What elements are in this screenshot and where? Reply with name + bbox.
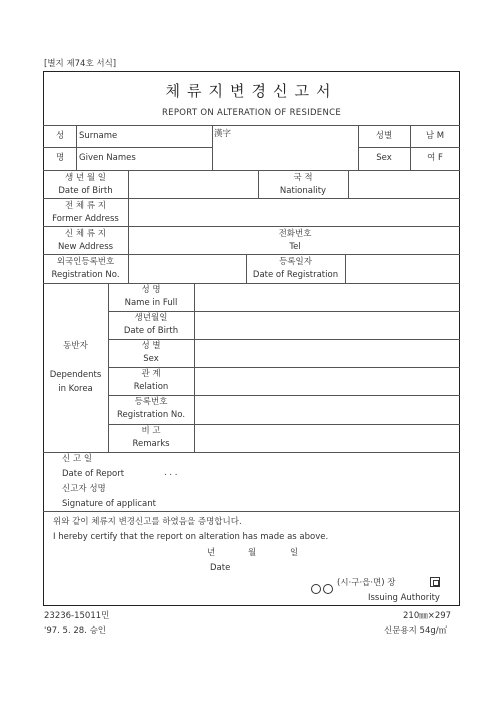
dependent-remarks-label-en: Remarks <box>132 439 170 449</box>
footer-approval-date: '97. 5. 28. 승인 <box>44 626 107 636</box>
applicant-signature-label-en: Signature of applicant <box>62 499 156 509</box>
dependents-label-en-2: in Korea <box>58 384 93 394</box>
issuing-authority-label-en: Issuing Authority <box>368 593 440 603</box>
registration-no-label-en: Registration No. <box>51 270 120 280</box>
row-line <box>108 395 460 396</box>
sex-female-option[interactable]: 여 F <box>427 153 443 163</box>
col-line <box>194 283 195 452</box>
footer-form-code: 23236-15011민 <box>44 611 110 621</box>
col-line <box>76 125 77 170</box>
dob-label-en: Date of Birth <box>58 186 113 196</box>
dependent-dob-label-en: Date of Birth <box>123 326 179 336</box>
new-address-label-ko: 신 체 류 지 <box>65 229 106 239</box>
applicant-signature-field[interactable] <box>170 485 370 507</box>
dependent-sex-label-ko: 성 별 <box>141 341 161 351</box>
applicant-name-label-ko: 신고자 성명 <box>62 484 106 494</box>
row-line <box>43 452 460 453</box>
registration-no-label-ko: 외국인등록번호 <box>56 257 115 267</box>
issuing-authority-label-ko: (시·구·읍·면) 장 <box>337 578 396 588</box>
row-line <box>108 367 460 368</box>
dependent-registration-field[interactable] <box>196 397 458 422</box>
certify-year-label: 년 <box>207 548 216 558</box>
col-line <box>348 170 349 198</box>
dependent-remarks-label-ko: 비 고 <box>141 426 161 436</box>
footer-paper-size: 210㎜×297 <box>403 611 452 621</box>
date-of-registration-field[interactable] <box>347 256 458 281</box>
dependent-name-field[interactable] <box>196 285 458 309</box>
dependent-relation-field[interactable] <box>196 369 458 393</box>
col-line <box>212 125 213 170</box>
certify-text-ko: 위와 같이 체류지 변경신고를 하였음을 증명합니다. <box>53 517 242 527</box>
sex-label-en: Sex <box>376 153 392 163</box>
dob-label-ko: 생 년 월 일 <box>65 173 106 183</box>
report-date-field[interactable]: . . . <box>164 468 178 478</box>
dependent-registration-label-ko: 등록번호 <box>134 397 168 407</box>
dependent-sex-field[interactable] <box>196 341 458 365</box>
dependent-dob-label-ko: 생년월일 <box>134 313 168 323</box>
phone-label-ko: 전화번호 <box>278 229 312 239</box>
form-subtitle: REPORT ON ALTERATION OF RESIDENCE <box>161 108 342 118</box>
official-seal-icon <box>430 577 440 587</box>
form-title: 체류지변경신고서 <box>165 82 338 100</box>
registration-no-field[interactable] <box>130 256 244 281</box>
dependent-remarks-field[interactable] <box>196 426 458 450</box>
certify-date-label-en: Date <box>210 563 231 573</box>
footer-paper-weight: 신문용지 54g/㎡ <box>384 626 448 636</box>
blank-circle-icon <box>323 578 333 597</box>
certify-day-label: 일 <box>290 548 299 558</box>
col-line <box>128 198 129 226</box>
row-line <box>43 226 460 227</box>
dependent-name-label-ko: 성 명 <box>141 285 161 295</box>
row-line <box>43 254 460 255</box>
report-date-label-ko: 신 고 일 <box>62 454 93 464</box>
row-line <box>43 147 212 148</box>
new-address-field[interactable] <box>130 228 458 252</box>
hanja-label: 漢字 <box>214 129 232 139</box>
form-number: [별지 제74호 서식] <box>44 59 117 69</box>
former-address-field[interactable] <box>130 200 458 224</box>
dependent-sex-label-en: Sex <box>143 354 159 364</box>
date-of-registration-label-ko: 등록일자 <box>279 257 312 267</box>
row-line <box>43 170 460 171</box>
given-names-label-en: Given Names <box>79 153 136 163</box>
nationality-label-en: Nationality <box>279 186 327 196</box>
nationality-label-ko: 국 적 <box>293 173 313 183</box>
date-of-registration-label-en: Date of Registration <box>252 270 339 280</box>
row-line <box>43 125 460 126</box>
col-line <box>345 254 346 283</box>
given-names-label-ko: 명 <box>56 153 65 163</box>
row-line <box>108 311 460 312</box>
former-address-label-en: Former Address <box>52 214 119 224</box>
dependent-relation-label-ko: 관 계 <box>141 369 161 379</box>
row-line <box>43 198 460 199</box>
dependent-relation-label-en: Relation <box>133 382 169 392</box>
dependent-registration-label-en: Registration No. <box>116 410 186 420</box>
sex-male-option[interactable]: 남 M <box>425 131 445 141</box>
given-names-field[interactable] <box>140 149 210 167</box>
dependents-label-en: Dependents <box>49 370 102 380</box>
col-line <box>128 170 129 198</box>
row-line <box>108 424 460 425</box>
surname-label-en: Surname <box>79 131 118 141</box>
col-line <box>128 226 129 254</box>
dependent-name-label-en: Name in Full <box>124 298 178 308</box>
certify-month-label: 월 <box>248 548 257 558</box>
surname-field[interactable] <box>120 127 210 145</box>
blank-circle-icon <box>311 578 321 597</box>
row-line <box>43 283 460 284</box>
row-line <box>108 339 460 340</box>
dependent-dob-field[interactable] <box>196 313 458 337</box>
nationality-field[interactable] <box>350 172 458 196</box>
report-date-label-en: Date of Report <box>62 469 125 479</box>
former-address-label-ko: 전 체 류 지 <box>65 201 106 211</box>
certify-text-en: I hereby certify that the report on alteration has made as above. <box>53 532 329 542</box>
dependents-label-ko: 동반자 <box>63 341 88 351</box>
row-line <box>43 511 460 512</box>
new-address-label-en: New Address <box>57 242 114 252</box>
dob-field[interactable] <box>130 172 256 196</box>
hanja-field[interactable] <box>214 140 356 168</box>
surname-label-ko: 성 <box>56 131 65 141</box>
sex-label-ko: 성별 <box>375 131 393 141</box>
col-line <box>128 254 129 283</box>
phone-label-en: Tel <box>289 242 301 252</box>
row-line <box>358 147 460 148</box>
